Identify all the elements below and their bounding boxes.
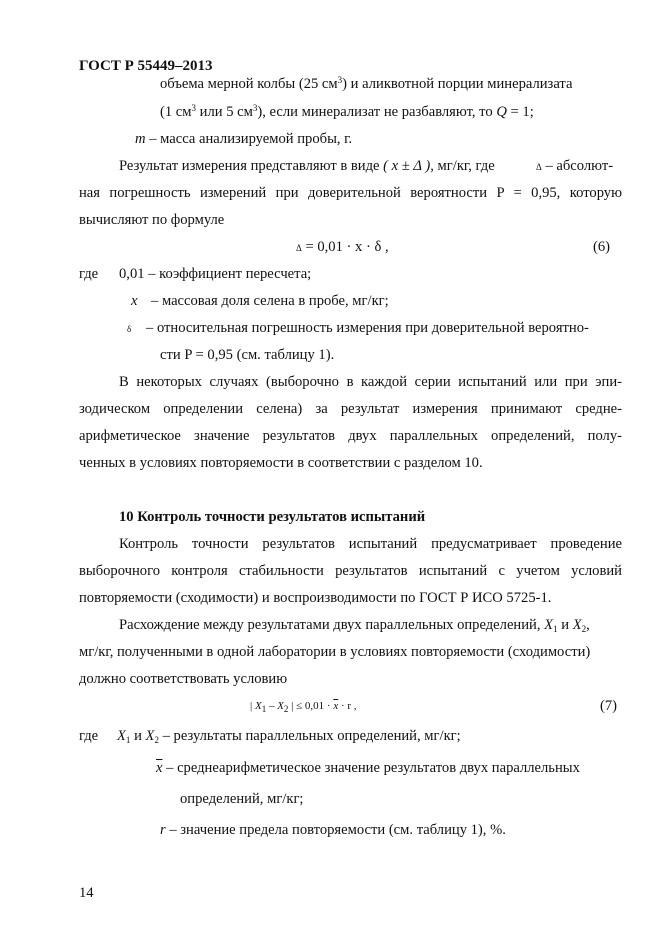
where-definition-text: – массовая доля селена в пробе, мг/кг; xyxy=(151,293,389,309)
formula-6-number: (6) xyxy=(593,239,611,255)
cases-paragraph-line: В некоторых случаях (выборочно в каждой серии испытаний или при эпи- xyxy=(119,374,622,390)
definition-line: (1 $см^3$ или 5 $см^3$), если минерализат не разбавляют, то Q = 1; xyxy=(160,103,534,120)
section-heading: 10 Контроль точности результатов испытаний xyxy=(119,509,426,525)
where-definition: r – значение предела повторяемости (см. таблицу 1), %. xyxy=(160,822,506,838)
where-label: где xyxy=(79,728,99,744)
where-definition: δ xyxy=(127,324,132,334)
where-definition-text: сти P = 0,95 (см. таблицу 1). xyxy=(160,347,335,363)
result-paragraph-line: ная погрешность измерений при доверительной вероятности P = 0,95, которую xyxy=(79,185,622,201)
where-definition: x xyxy=(131,293,138,309)
cases-paragraph-line: ченных в условиях повторяемости в соответствии с разделом 10. xyxy=(79,455,483,471)
section-paragraph-line: выборочного контроля стабильности результатов испытаний с учетом условий xyxy=(79,563,622,579)
result-paragraph-line: Результат измерения представляют в виде ( x ± Δ ), мг/кг, где xyxy=(119,158,495,174)
section-paragraph-line: Контроль точности результатов испытаний предусматривает проведение xyxy=(119,536,622,552)
where-label: где xyxy=(79,266,99,282)
where-definition: $X_1$ и $X_2$ – результаты параллельных определений, мг/кг; xyxy=(117,728,461,745)
page-number: 14 xyxy=(79,885,94,901)
where-definition: 0,01 – коэффициент пересчета; xyxy=(119,266,312,282)
section-paragraph-line: должно соответствовать условию xyxy=(79,671,288,687)
formula-7: | $X_1 - X_2$ | ≤ $0,01 \cdot \overline{x} \cdot r$ , xyxy=(250,700,357,714)
result-paragraph-line-end: Δ – абсолют- xyxy=(536,158,614,174)
where-definition-text: определений, мг/кг; xyxy=(180,791,304,807)
where-definition: $\overline{x}$ – среднеарифметическое значение результатов двух параллельных xyxy=(156,760,580,776)
document-header: ГОСТ Р 55449–2013 xyxy=(79,58,213,74)
formula-7-number: (7) xyxy=(600,698,618,714)
formula-6: Δ = 0,01 · x · δ , xyxy=(296,239,389,255)
definition-line: m – масса анализируемой пробы, г. xyxy=(135,131,353,147)
definition-line: объема мерной колбы (25 $см^3$) и аликвотной порции минерализата xyxy=(160,75,573,92)
section-paragraph-line: повторяемости (сходимости) и воспроизводимости по ГОСТ Р ИСО 5725-1. xyxy=(79,590,552,606)
section-paragraph-line: мг/кг, полученными в одной лаборатории в условиях повторяемости (сходимости) xyxy=(79,644,591,660)
section-paragraph-line: Расхождение между результатами двух параллельных определений, $X_1$ и $X_2$, xyxy=(119,617,590,634)
cases-paragraph-line: зодическом определении селена) за результат измерения принимают средне- xyxy=(79,401,622,417)
cases-paragraph-line: арифметическое значение результатов двух параллельных определений, полу- xyxy=(79,428,622,444)
where-definition-text: – относительная погрешность измерения при доверительной вероятно- xyxy=(146,320,589,336)
result-paragraph-line: вычисляют по формуле xyxy=(79,212,225,228)
